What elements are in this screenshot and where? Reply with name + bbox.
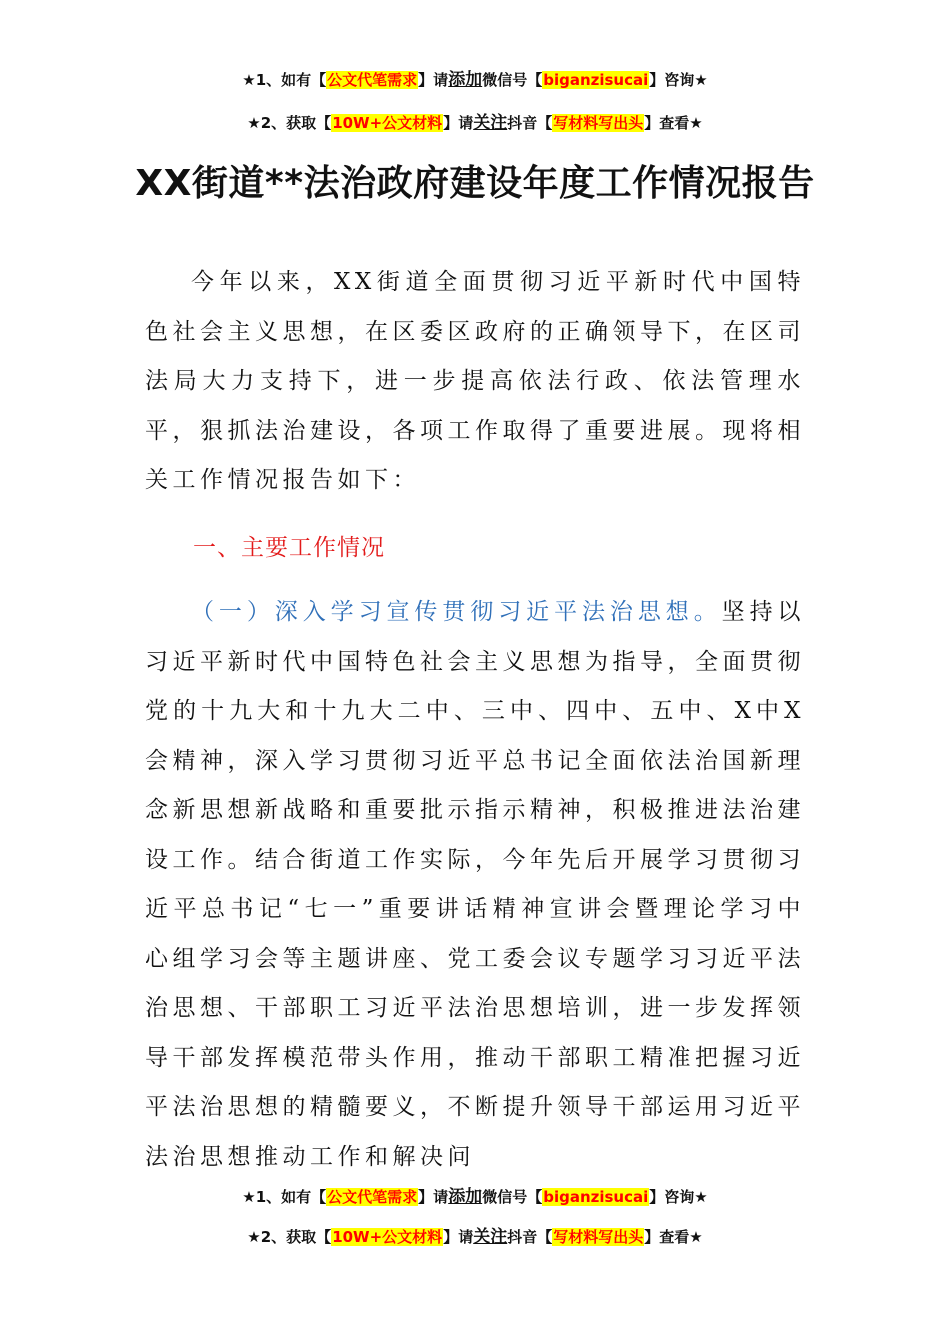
banner-text: 】咨询★ (649, 71, 708, 89)
banner-underlined: 关注 (473, 113, 508, 133)
intro-paragraph: 今年以来，XX街道全面贯彻习近平新时代中国特色社会主义思想，在区委区政府的正确领导下，在区司法局大力支持下，进一步提高依法行政、依法管理水平，狠抓法治建设，各项工作取得了重要进展。现将相关工作情况报告如下： (145, 269, 805, 493)
banner-text: 】请 (443, 1228, 474, 1246)
banner-text: 】查看★ (644, 1228, 703, 1246)
banner-highlight-wechat-id: biganzisucai (543, 1188, 649, 1206)
banner-text: 】查看★ (644, 114, 703, 132)
banner-underlined: 添加 (448, 70, 483, 90)
section-heading: 一、主要工作情况 (193, 535, 385, 561)
banner-underlined: 添加 (448, 1187, 483, 1207)
banner-text: ★2、获取【 (247, 114, 332, 132)
banner-highlight: 公文代笔需求 (327, 71, 418, 89)
top-banner-line-2 (0, 112, 950, 134)
bottom-banner-line-2 (0, 1226, 950, 1248)
banner-highlight-douyin: 写材料写出头 (553, 114, 644, 132)
banner-text: ★2、获取【 (247, 1228, 332, 1246)
banner-highlight: 公文代笔需求 (327, 1188, 418, 1206)
banner-highlight: 10W+公文材料 (332, 1228, 443, 1246)
banner-text: 抖音【 (507, 114, 553, 132)
banner-highlight-wechat-id: biganzisucai (543, 71, 649, 89)
banner-text: 】请 (443, 114, 474, 132)
subsection-body: 坚持以习近平新时代中国特色社会主义思想为指导，全面贯彻党的十九大和十九大二中、三中、四中、五中、X中X会精神，深入学习贯彻习近平总书记全面依法治国新理念新思想新战略和重要批示指示精神，积极推进法治建设工作。结合街道工作实际，今年先后开展学习贯彻习近平总书记“七一”重要讲话精神宣讲会暨理论学习中心组学习会等主题讲座、党工委会议专题学习习近平法治思想、干部职工习近平法治思想培训，进一步发挥领导干部发挥模范带头作用，推动干部职工精准把握习近平法治思想的精髓要义，不断提升领导干部运用习近平法治思想推动工作和解决问 (145, 599, 806, 1170)
banner-text: 】请 (418, 1188, 449, 1206)
bottom-banner-line-1 (0, 1186, 950, 1208)
banner-text: 抖音【 (507, 1228, 553, 1246)
banner-text: 微信号【 (482, 71, 543, 89)
banner-text: ★1、如有【 (242, 1188, 327, 1206)
banner-underlined: 关注 (473, 1227, 508, 1247)
banner-text: 】请 (418, 71, 449, 89)
document-title: XX街道**法治政府建设年度工作情况报告 (135, 163, 815, 204)
banner-highlight-douyin: 写材料写出头 (553, 1228, 644, 1246)
banner-text: ★1、如有【 (242, 71, 327, 89)
banner-text: 】咨询★ (649, 1188, 708, 1206)
banner-highlight: 10W+公文材料 (332, 114, 443, 132)
top-banner-line-1 (0, 69, 950, 91)
subsection-paragraph (145, 588, 805, 1182)
banner-text: 微信号【 (482, 1188, 543, 1206)
subsection-heading: （一）深入学习宣传贯彻习近平法治思想。 (191, 599, 722, 625)
